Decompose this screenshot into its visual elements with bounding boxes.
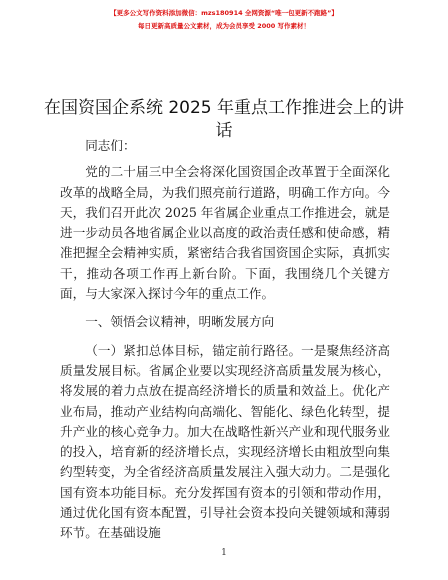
promo-banner-line-2: 每日更新高质量公文素材，成为会员享受 2000 写作素材！: [137, 22, 311, 30]
promo-banner-line-1: 【更多公文写作资料添加微信：mzs180914 全网资源“唯一包更新不跑路”】: [110, 9, 338, 17]
document-title: 在国资国企系统 2025 年重点工作推进会上的讲话: [43, 98, 405, 142]
page-number: 1: [221, 548, 227, 558]
promo-banner: [0, 8, 448, 31]
salutation: 同志们：: [85, 138, 136, 153]
document-body: [60, 136, 390, 544]
body-paragraph-1: （一）紧扣总体目标，锚定前行路径。一是聚焦经济高质量发展目标。省属企业要以实现经济高质量发展为核心，将发展的着力点放在提高经济增长的质量和效益上。优化产业布局，推动产业结构向高端化、智能化、绿色化转型，提升产业的核心竞争力。加大在战略性新兴产业和现代服务业的投入，培育新的经济增长点，实现经济增长由粗放型向集约型转变，为全省经济高质量发展注入强大动力。二是强化国有资本功能目标。充分发挥国有资本的引领和带动作用，通过优化国有资本配置，引导社会资本投向关键领域和薄弱环节。在基础设施: [60, 342, 390, 541]
section-heading: 一、领悟会议精神，明晰发展方向: [85, 314, 275, 330]
intro-paragraph: 党的二十届三中全会将深化国资国企改革置于全面深化改革的战略全局，为我们照亮前行道路，明确工作方向。今天，我们召开此次 2025 年省属企业重点工作推进会，就是进一步动员各地省属企业以高度的政治责任感和使命感，精准把握全会精神实质，紧密结合我省国资国企实际，真抓实干，推动各项工作再上新台阶。下面，我围绕几个关键方面，与大家深入探讨今年的重点工作。: [60, 164, 390, 302]
